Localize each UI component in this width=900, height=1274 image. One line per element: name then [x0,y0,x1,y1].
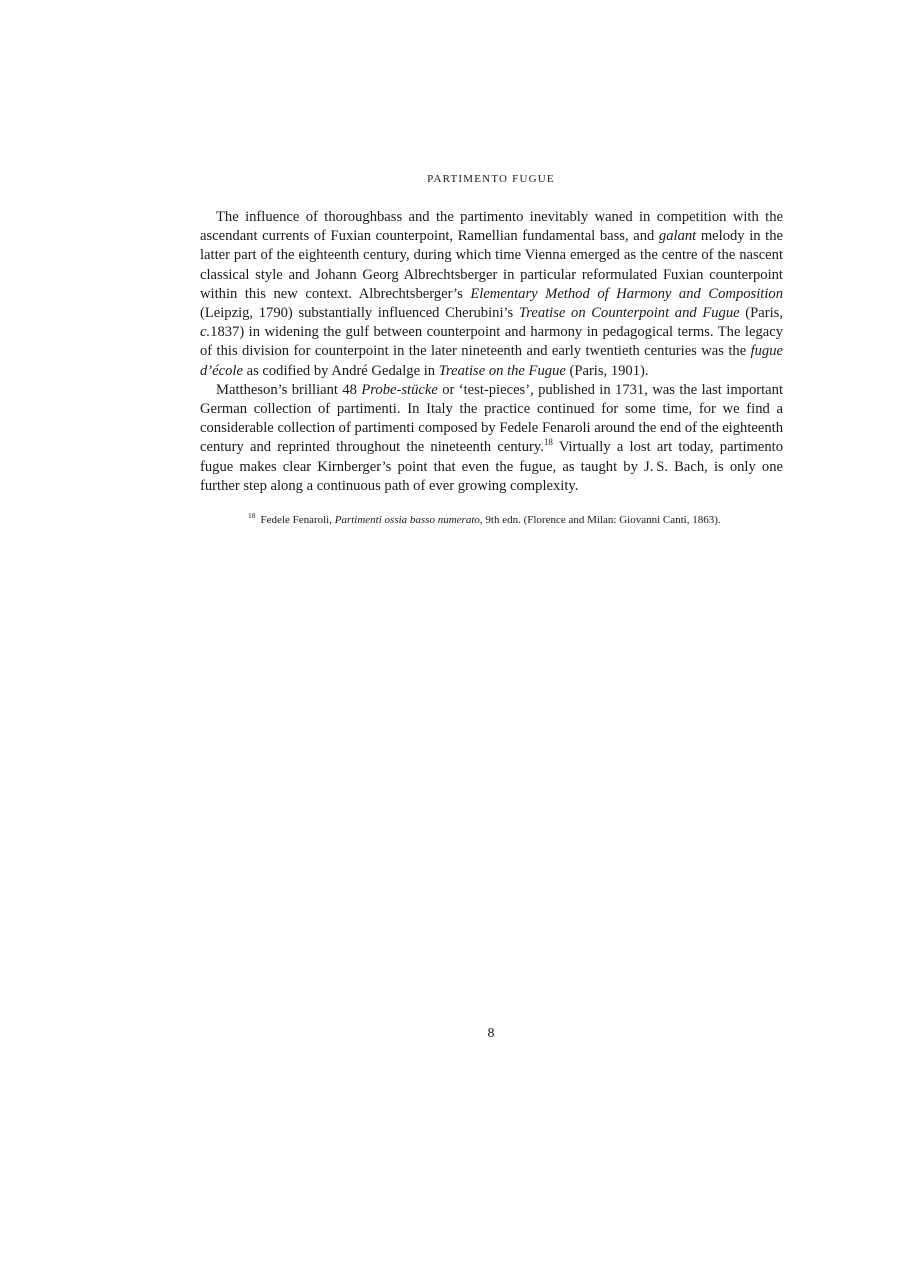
footnote-reference[interactable]: 18 [543,437,553,448]
text-run: or ‘test-pieces’, published in 1731, was the last important German collection of partimenti. In Italy the practice continued for some time, for we find a considerable collection of partimenti composed by Fedele Fenaroli around the end of the eighteenth century and reprinted throughout the nineteenth century. [200,381,784,456]
text-run: (Paris, [739,305,783,322]
footnote-number: 18 [248,511,256,521]
italic-term: galant [658,228,697,245]
text-run: The influence of thoroughbass and the partimento inevitably waned in competition with the ascendant currents of Fuxian counterpoint, Ramellian fundamental bass, and [200,209,783,245]
text-run: 1837) in widening the gulf between counterpoint and harmony in pedagogical terms. The legacy of this division for counterpoint in the later nineteenth and early twentieth centuries was the [200,324,783,360]
text-run: Virtually a lost art today, partimento fugue makes clear Kirnberger’s point that even the fugue, as taught by J. S. Bach, is only one further step along a continuous path of ever growing complexity. [200,439,783,494]
italic-term: fugue d’école [200,343,783,379]
footnote-text: Fedele Fenaroli, [260,514,335,526]
page-number: 8 [487,1026,495,1041]
book-title: Elementary Method of Harmony and Composition [470,285,783,302]
body-text [200,208,783,496]
footnote-text: , 9th edn. (Florence and Milan: Giovanni Canti, 1863). [479,514,721,526]
running-head: PARTIMENTO FUGUE [427,173,555,185]
italic-term: c. [200,324,211,341]
footnote-title: Partimenti ossia basso numerato [334,514,480,526]
book-title: Treatise on Counterpoint and Fugue [518,305,740,322]
book-title: Treatise on the Fugue [438,362,566,379]
text-run: (Leipzig, 1790) substantially influenced Cherubini’s [200,305,519,322]
footnote [248,513,788,527]
paragraph-1 [200,208,783,381]
text-run: as codified by André Gedalge in [242,362,439,379]
text-run: melody in the latter part of the eighteenth century, during which time Vienna emerged as the centre of the nascent classical style and Johann Georg Albrechtsberger in particular reformulated Fuxian counterpoint within this new context. Albrechtsberger’s [200,228,784,302]
text-run: (Paris, 1901). [565,362,649,379]
paragraph-2 [200,381,783,496]
text-run: Mattheson’s brilliant 48 [216,381,362,398]
book-title: Probe-stücke [361,381,438,398]
